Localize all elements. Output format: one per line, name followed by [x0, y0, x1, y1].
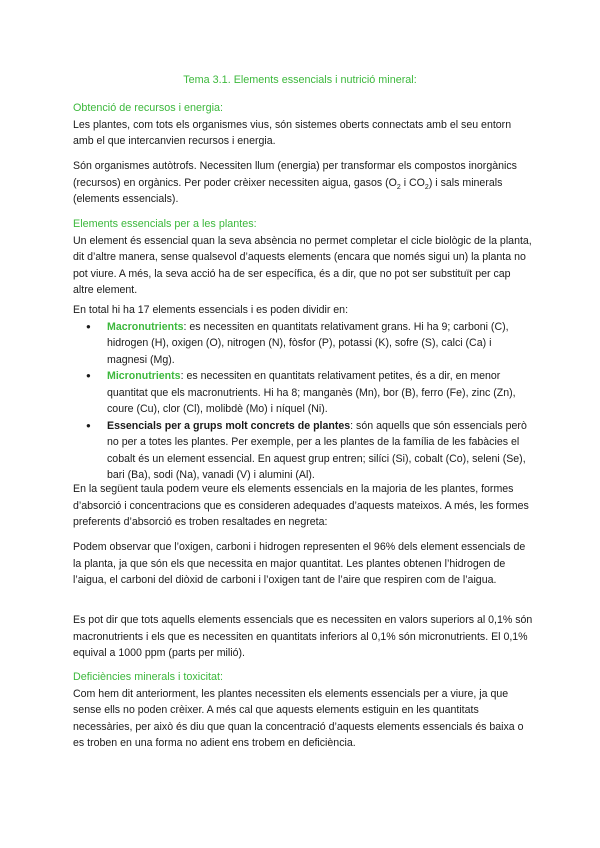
term-macronutrients: Macronutrients [107, 320, 184, 333]
elements-list-block [73, 302, 533, 484]
text-macronutrients: : es necessiten en quantitats relativament grans. Hi ha 9; carboni (C), hidrogen (H), oxigen (O), nitrogen (N), fòsfor (P), potassi (K), sofre (S), calci (Ca) i magnesi (Mg). [107, 320, 509, 366]
paragraph-17-elements: En total hi ha 17 elements essencials i es poden dividir en: [73, 304, 349, 316]
text-autotrofs-a: Són organismes autòtrofs. Necessiten llum (energia) per transformar els compostos inorgànics (recursos) en orgànics. Per poder crèixer necessiten aigua, gasos (O [73, 160, 517, 189]
text-micronutrients: : es necessiten en quantitats relativament petites, és a dir, en menor quantitat que els macronutrients. Hi ha 8; manganès (Mn), bor (B), ferro (Fe), zinc (Zn), coure (Cu), clor (Cl), molibdè (Mo) i níquel (Ni). [107, 370, 516, 415]
section-recursos-energia [73, 100, 533, 150]
section-heading-deficiencies: Deficiències minerals i toxicitat: [73, 671, 224, 683]
paragraph-macro-micro: Es pot dir que tots aquells elements essencials que es necessiten en valors superiors al 0,1% són macronutrients i els que es necessiten en quantitats inferiors al 0,1% són micronutrients. El 0,1% equival a 1000 ppm (parts per milió). [73, 614, 533, 659]
list-item-grups-concrets [73, 418, 533, 484]
section-heading-elements: Elements essencials per a les plantes: [73, 218, 257, 230]
list-item-micronutrients [73, 368, 533, 418]
section-heading-recursos: Obtenció de recursos i energia: [73, 102, 224, 114]
paragraph-deficiencia: Com hem dit anteriorment, les plantes necessiten els elements essencials per a viure, ja que sense ells no poden crèixer. A més cal que aquests elements estiguin en les quantitats necessàries, per això és diu que quan la concentració d’aquests elements essencials és baixa o es troben en una forma no adient ens trobem en deficiència. [73, 687, 524, 749]
section-deficiencies [73, 669, 533, 752]
subscript-co2: 2 [424, 183, 429, 191]
term-grups-concrets: Essencials per a grups molt concrets de plantes [107, 419, 351, 432]
term-micronutrients: Micronutrients [107, 370, 181, 382]
text-autotrofs-b: i CO [400, 176, 425, 189]
list-item-macronutrients [73, 319, 533, 369]
document-title: Tema 3.1. Elements essencials i nutrició mineral: [183, 74, 417, 86]
paragraph-definicio-essencial: Un element és essencial quan la seva absència no permet completar el cicle biològic de la planta, dit d’altre manera, sense qualsevol d’aquests elements (encara que només sigui un) la planta no pot viure. A més, la seva acció ha de ser específica, és a dir, que no pot ser substituït per cap altre element. [73, 234, 532, 296]
paragraph-taula: En la següent taula podem veure els elements essencials en la majoria de les plantes, formes d’absorció i concentracions que es consideren adequades d’aquests mateixos. A més, les formes preferents d’absorció es troben resaltades en negreta: [73, 483, 529, 528]
subscript-o2: 2 [396, 183, 401, 191]
text-grups-concrets: : són aquells que són essencials però no per a totes les plantes. Per exemple, per a les plantes de la família de les fabàcies el cobalt és un element essencial. En aquest grup entren; silíci (Si), cobalt (Co), seleni (Se), bari (Ba), sodi (Na), vanadi (V) i alumini (Al). [107, 419, 527, 481]
paragraph-autotrofs [73, 158, 533, 208]
paragraph-96-percent: Podem observar que l’oxigen, carboni i hidrogen representen el 96% dels element essencials de la planta, ja que són els que necessita en major quantitat. Les plantes obtenen l’hidrogen de l’aigua, el carboni del diòxid de carboni i l’oxigen tant de l’aire que respiren com de l’aigua. [73, 541, 526, 586]
elements-list [73, 319, 533, 484]
text-autotrofs-c: ) i sals minerals (elements essencials). [73, 176, 503, 205]
section-elements-essencials [73, 216, 533, 299]
paragraph-sistemes-oberts: Les plantes, com tots els organismes vius, són sistemes oberts connectats amb el seu entorn amb el que intercanvien recursos i energia. [73, 118, 512, 147]
